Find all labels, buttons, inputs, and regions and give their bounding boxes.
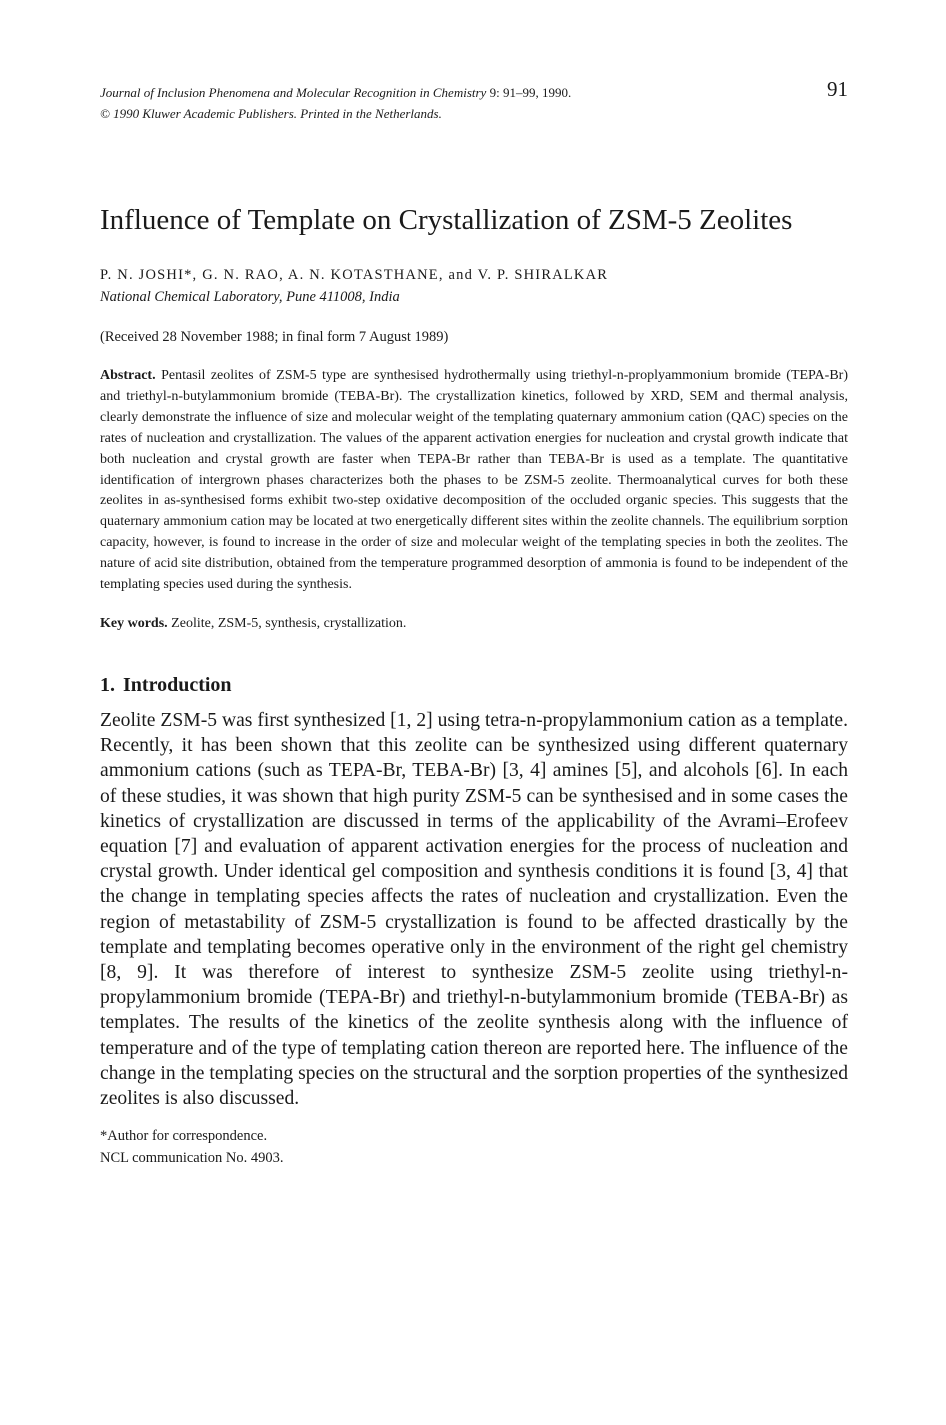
author-list: P. N. JOSHI*, G. N. RAO, A. N. KOTASTHANE, and V. P. SHIRALKAR — [100, 267, 609, 283]
abstract — [100, 366, 848, 596]
correspondence-footnote: *Author for correspondence. — [100, 1128, 268, 1145]
section-heading — [100, 672, 848, 698]
footnotes — [100, 1125, 848, 1169]
copyright-line: © 1990 Kluwer Academic Publishers. Printed in the Netherlands. — [100, 106, 442, 121]
abstract-label: Abstract. — [100, 368, 156, 383]
journal-name: Journal of Inclusion Phenomena and Molecular Recognition in Chemistry — [100, 85, 487, 100]
section-title-text: Introduction — [123, 673, 232, 696]
journal-header — [100, 77, 848, 124]
page — [100, 77, 848, 1169]
journal-citation-line — [100, 82, 848, 103]
section-number: 1. — [100, 673, 115, 696]
keywords — [100, 614, 848, 634]
communication-footnote: NCL communication No. 4903. — [100, 1150, 284, 1167]
received-dates: (Received 28 November 1988; in final form 7 August 1989) — [100, 329, 449, 345]
abstract-text: Pentasil zeolites of ZSM-5 type are synthesised hydrothermally using triethyl-n-proplyammonium bromide (TEPA-Br) and triethyl-n-butylammonium bromide (TEBA-Br). The crystallization kinetics, followed by XRD, SEM and thermal analysis, clearly demonstrate the influence of size and molecular weight of the templating quaternary ammonium cation (QAC) species on the rates of nucleation and crystallization. The values of the apparent activation energies for nucleation and crystal growth indicate that both nucleation and crystal growth are faster when TEPA-Br rather than TEBA-Br is used as a template. The quantitative identification of intergrown phases characterizes both the phases to be ZSM-5 zeolite. Thermoanalytical curves for both these zeolites in as-synthesised forms exhibit two-step oxidative decomposition of the occluded organic species. This suggests that the quaternary ammonium cation may be located at two energetically different sites within the zeolite channels. The equilibrium sorption capacity, however, is found to increase in the order of size and molecular weight of the templating species in both the zeolites. The nature of acid site distribution, obtained from the temperature programmed desorption of ammonia is found to be independent of the templating species used during the synthesis. — [100, 368, 848, 593]
keywords-label: Key words. — [100, 615, 168, 631]
page-number: 91 — [827, 77, 848, 101]
paper-title: Influence of Template on Crystallization of ZSM-5 Zeolites — [100, 204, 793, 236]
introduction-paragraph: Zeolite ZSM-5 was first synthesized [1, 2] using tetra-n-propylammonium cation as a template. Recently, it has been shown that this zeolite can be synthesized using different quaternary ammonium cations (such as TEPA-Br, TEBA-Br) [3, 4] amines [5], and alcohols [6]. In each of these studies, it was shown that high purity ZSM-5 can be synthesised and in some cases the kinetics of crystallization are discussed in terms of the applicability of the Avrami–Erofeev equation [7] and evaluation of apparent activation energies for the process of nucleation and crystal growth. Under identical gel composition and synthesis conditions it is found [3, 4] that the change in templating species affects the rates of nucleation and crystallization. Even the region of metastability of ZSM-5 crystallization is found to be affected drastically by the template and templating becomes operative only in the environment of the right gel chemistry [8, 9]. It was therefore of interest to synthesize ZSM-5 zeolite using triethyl-n-propylammonium bromide (TEPA-Br) and triethyl-n-butylammonium bromide (TEBA-Br) as templates. The results of the kinetics of the zeolite synthesis along with the influence of temperature and of the type of templating cation thereon are reported here. The influence of the change in the templating species on the structural and the sorption properties of the synthesized zeolites is also discussed. — [100, 709, 848, 1110]
journal-volume-pages: 9: 91–99, 1990. — [489, 85, 572, 100]
affiliation: National Chemical Laboratory, Pune 411008, India — [100, 289, 400, 305]
keywords-text: Zeolite, ZSM-5, synthesis, crystallization. — [171, 615, 407, 631]
